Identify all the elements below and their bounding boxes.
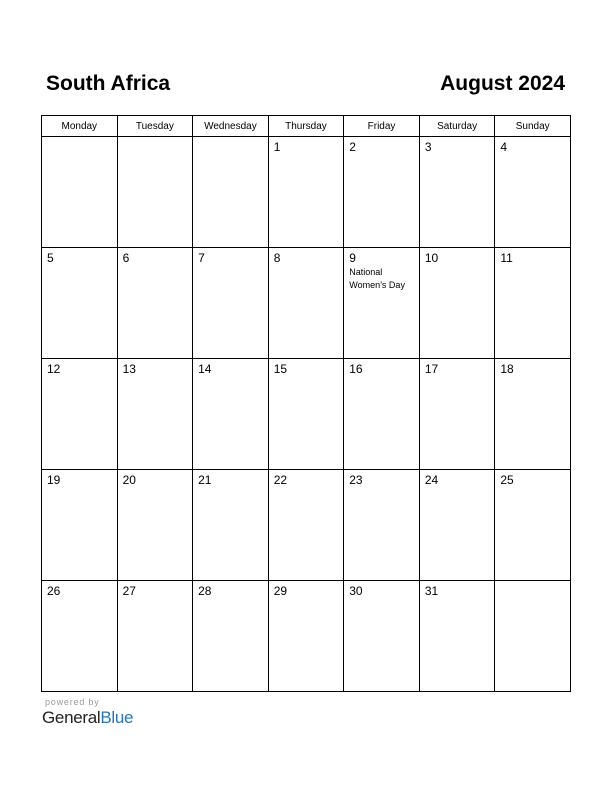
week-row — [42, 581, 571, 692]
day-number: 21 — [198, 473, 212, 487]
day-number: 28 — [198, 584, 212, 598]
day-cell — [419, 359, 495, 470]
weekday-sunday: Sunday — [495, 116, 571, 137]
day-number: 23 — [349, 473, 363, 487]
day-number: 19 — [47, 473, 61, 487]
day-cell — [495, 137, 571, 248]
month-year-title: August 2024 — [440, 72, 565, 95]
brand-blue-text: Blue — [100, 708, 134, 727]
day-number: 5 — [47, 251, 54, 265]
day-cell — [495, 470, 571, 581]
day-number: 2 — [349, 140, 356, 154]
day-number: 24 — [424, 473, 439, 487]
day-cell — [268, 248, 344, 359]
day-cell — [495, 248, 571, 359]
day-cell — [344, 137, 420, 248]
day-cell — [193, 359, 269, 470]
day-cell — [42, 470, 118, 581]
day-number: 27 — [122, 584, 136, 598]
weekday-friday: Friday — [344, 116, 420, 137]
weekday-tuesday: Tuesday — [117, 116, 193, 137]
day-cell — [268, 359, 344, 470]
calendar-grid — [41, 115, 571, 692]
day-cell — [268, 581, 344, 692]
day-cell — [117, 359, 193, 470]
day-number: 26 — [47, 584, 61, 598]
day-number — [118, 137, 193, 141]
day-number: 4 — [500, 140, 508, 154]
week-row — [42, 137, 571, 248]
day-number: 13 — [122, 362, 136, 376]
day-cell — [268, 470, 344, 581]
day-number: 10 — [424, 251, 439, 265]
weekday-thursday: Thursday — [268, 116, 344, 137]
day-cell — [495, 359, 571, 470]
day-cell — [344, 248, 420, 359]
day-number: 12 — [47, 362, 61, 376]
day-number: 29 — [273, 584, 288, 598]
day-cell — [193, 581, 269, 692]
weekday-saturday: Saturday — [419, 116, 495, 137]
weekday-monday: Monday — [42, 116, 118, 137]
day-number — [42, 137, 117, 141]
day-cell — [117, 581, 193, 692]
day-cell — [344, 581, 420, 692]
day-cell — [117, 137, 193, 248]
day-number: 25 — [500, 473, 514, 487]
day-cell — [419, 470, 495, 581]
day-number: 15 — [273, 362, 288, 376]
day-number: 22 — [273, 473, 288, 487]
day-number: 1 — [273, 140, 281, 154]
day-cell — [419, 581, 495, 692]
day-number: 17 — [424, 362, 439, 376]
day-cell — [117, 248, 193, 359]
weekday-wednesday: Wednesday — [193, 116, 269, 137]
day-number: 7 — [198, 251, 205, 265]
day-cell — [193, 248, 269, 359]
day-cell — [42, 359, 118, 470]
day-cell — [42, 581, 118, 692]
holiday-label: Women’s Day — [349, 280, 405, 290]
day-cell — [42, 248, 118, 359]
day-number: 8 — [273, 251, 281, 265]
day-number: 9 — [349, 251, 356, 265]
day-number: 31 — [424, 584, 439, 598]
day-cell — [117, 470, 193, 581]
day-number: 14 — [198, 362, 212, 376]
week-row — [42, 248, 571, 359]
week-row — [42, 359, 571, 470]
day-number: 20 — [122, 473, 136, 487]
day-cell — [495, 581, 571, 692]
day-number: 6 — [122, 251, 130, 265]
weekday-header-row — [42, 116, 571, 137]
day-number — [495, 581, 570, 585]
day-number: 3 — [424, 140, 432, 154]
day-cell — [344, 470, 420, 581]
day-number: 11 — [500, 251, 513, 265]
day-cell — [419, 248, 495, 359]
day-cell — [193, 470, 269, 581]
brand-general-text: General — [42, 708, 101, 727]
powered-by-label: powered by — [45, 697, 100, 707]
day-cell — [193, 137, 269, 248]
day-number — [193, 137, 268, 141]
day-number: 16 — [349, 362, 363, 376]
day-number: 18 — [500, 362, 514, 376]
week-row — [42, 470, 571, 581]
generalblue-logo — [42, 708, 133, 728]
country-title: South Africa — [46, 72, 171, 95]
day-number: 30 — [349, 584, 363, 598]
day-cell — [344, 359, 420, 470]
day-cell — [42, 137, 118, 248]
day-cell — [419, 137, 495, 248]
day-cell — [268, 137, 344, 248]
holiday-label: National — [349, 267, 383, 277]
